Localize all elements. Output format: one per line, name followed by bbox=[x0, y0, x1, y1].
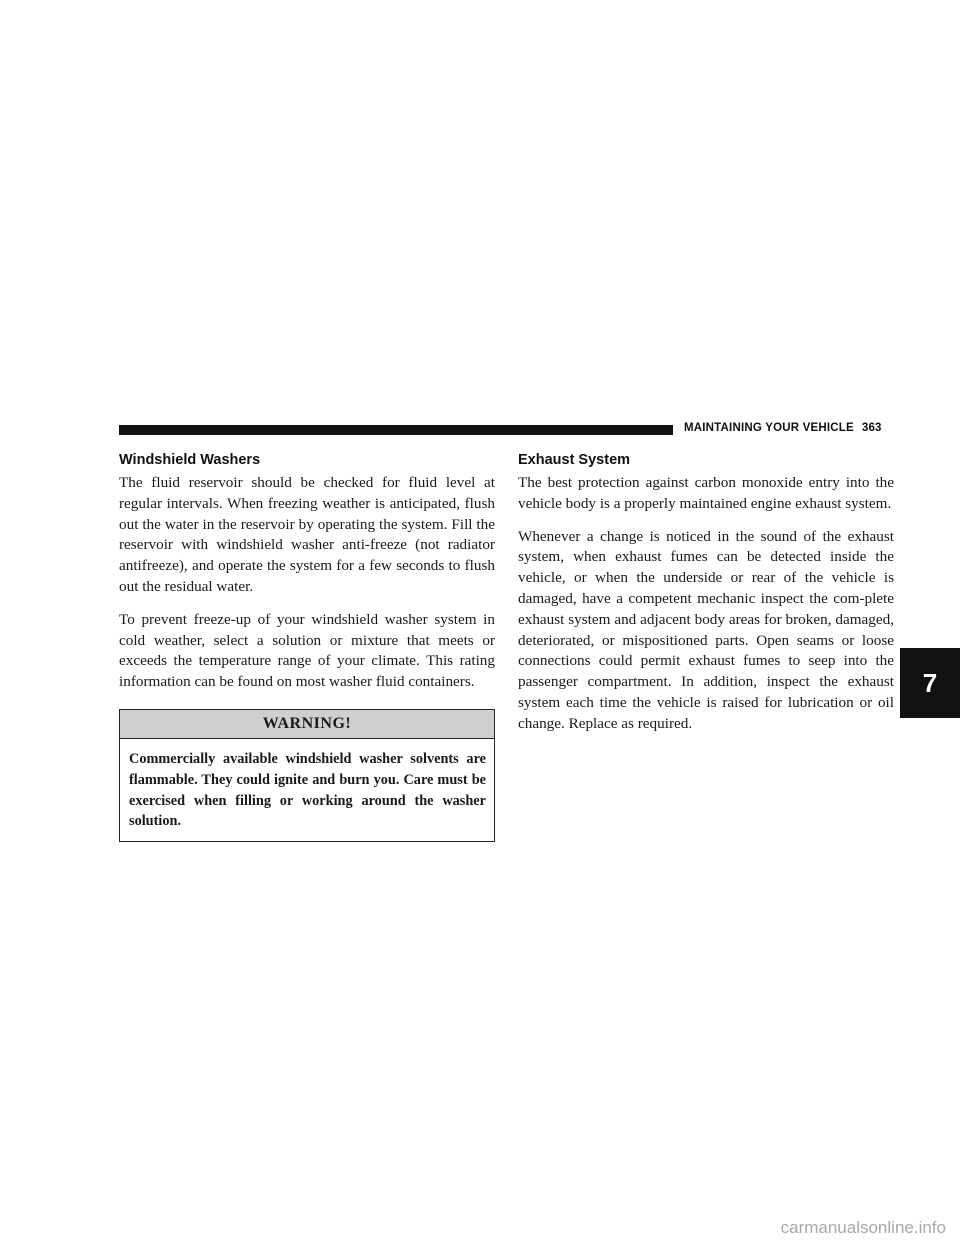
left-column bbox=[119, 452, 495, 842]
running-header bbox=[684, 422, 882, 434]
paragraph: The fluid reservoir should be checked for fluid level at regular intervals. When freezing weather is anticipated, flush out the water in the reservoir by operating the system. Fill the reservoir with windshield washer anti-freeze (not radiator antifreeze), and operate the system for a few seconds to flush out the residual water. bbox=[119, 474, 495, 595]
warning-box bbox=[119, 709, 495, 842]
paragraph: Whenever a change is noticed in the sound of the exhaust system, when exhaust fumes can be detected inside the vehicle, or when the underside or rear of the vehicle is damaged, have a competent mechanic inspect the com-plete exhaust system and adjacent body areas for broken, damaged, deteriorated, or mispositioned parts. Open seams or loose connections could permit exhaust fumes to seep into the passenger compartment. In addition, inspect the exhaust system each time the vehicle is raised for lubrication or oil change. Replace as required. bbox=[518, 527, 894, 732]
windshield-washers-heading: Windshield Washers bbox=[119, 452, 261, 468]
header-rule bbox=[119, 425, 673, 435]
exhaust-system-heading: Exhaust System bbox=[518, 452, 631, 468]
watermark: carmanualsonline.info bbox=[780, 1218, 946, 1237]
section-title: MAINTAINING YOUR VEHICLE bbox=[684, 422, 854, 434]
chapter-tab: 7 bbox=[900, 648, 960, 718]
warning-title: WARNING! bbox=[120, 710, 494, 739]
paragraph: The best protection against carbon monoxide entry into the vehicle body is a properly maintained engine exhaust system. bbox=[518, 474, 894, 512]
right-column bbox=[518, 452, 894, 747]
warning-text: Commercially available windshield washer solvents are flammable. They could ignite and burn you. Care must be exercised when filling or working around the washer solution. bbox=[129, 750, 486, 830]
page-number: 363 bbox=[861, 422, 882, 434]
paragraph: To prevent freeze-up of your windshield washer system in cold weather, select a solution or mixture that meets or exceeds the temperature range of your climate. This rating information can be found on most washer fluid containers. bbox=[119, 610, 495, 691]
